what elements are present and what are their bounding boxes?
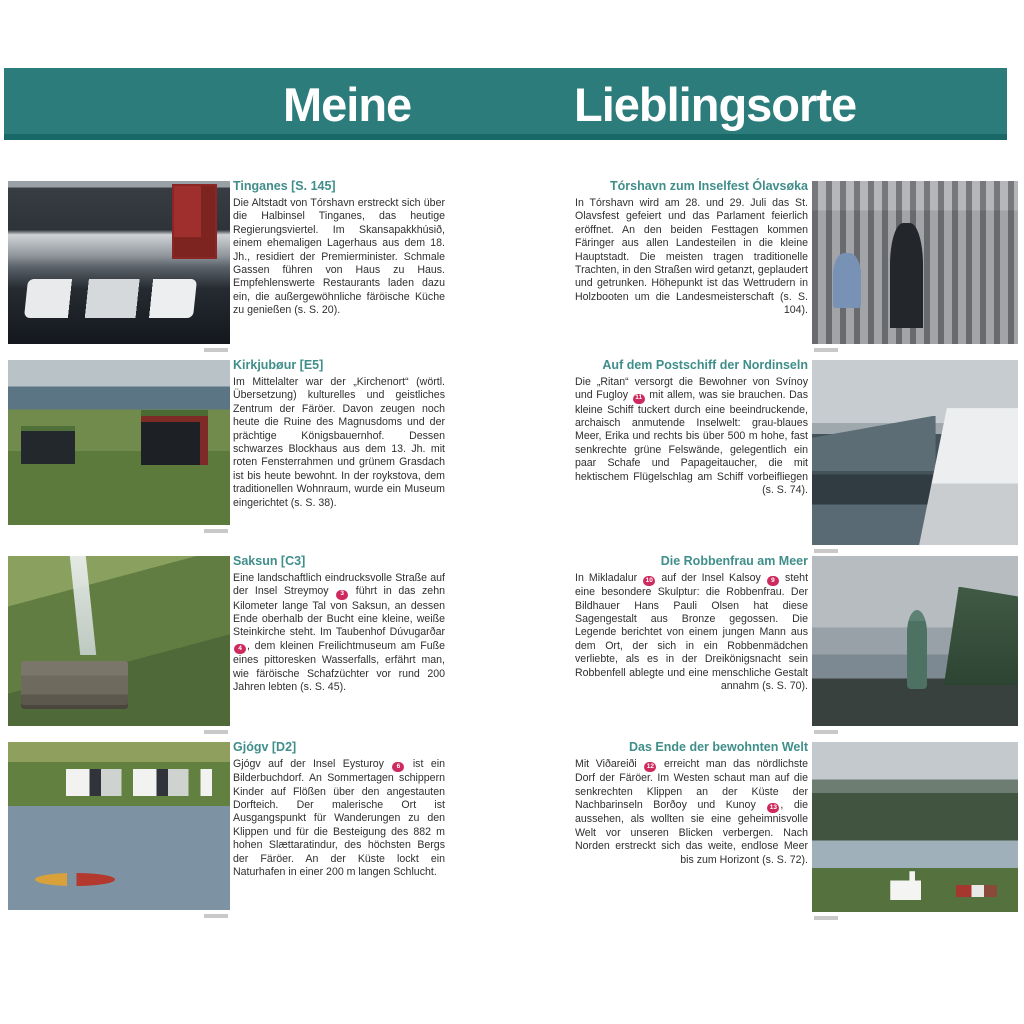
photo-robbenfrau-statue-image <box>812 556 1018 726</box>
section-robbenfrau <box>575 554 808 694</box>
photo-credit-mark <box>204 348 228 352</box>
section-heading: Die Robbenfrau am Meer <box>660 554 808 568</box>
map-marker-badge: 12 <box>644 762 656 772</box>
section-body: Die Altstadt von Tórshavn erstreckt sich über die Halbinsel Tinganes, das heutige Regierungsviertel. Im Skansapakkhúsið, einem ehemaligen Lagerhaus aus dem 18. Jh., residiert der Premierminister. Schmale Gassen führen von Haus zu Haus. Empfehlenswerte Restaurants laden dazu ein, die außergewöhnliche färöische Küche zu genießen (s. S. 20). <box>233 197 445 317</box>
section-ende-der-welt <box>575 740 808 867</box>
photo-postschiff-nordinseln-image <box>812 360 1018 545</box>
section-body: Mit Viðareiði 12 erreicht man das nördlichste Dorf der Färöer. Im Westen schaut man auf die senkrechten Klippen an der Küste der Nachbarinseln Borðoy und Kunoy 13 , die aussehen, als wollten sie eine geheimnisvolle Welt vor unseren Blicken verbergen. Nach Norden erstreckt sich das weite, endlose Meer bis zum Horizont (s. S. 72). <box>575 758 808 866</box>
left-photo-column <box>8 0 230 1024</box>
section-heading: Das Ende der bewohnten Welt <box>629 740 808 754</box>
photo-saksun-waterfall-image <box>8 556 230 726</box>
section-body: Eine landschaftlich eindrucksvolle Straße auf der Insel Streymoy 3 führt in das zehn Kilometer lange Tal von Saksun, an dessen Ende oberhalb der Bucht eine kleine, weiße Steinkirche steht. Im Taubenhof Dúvugarðar 4 , dem kleinen Freilichtmuseum am Fuße eines pittoresken Wasserfalls, erfährt man, wie färöische Schafzüchter vor rund 200 Jahren lebten (s. S. 45). <box>233 572 445 693</box>
photo-kirkjubour-grass-roofs-image <box>8 360 230 525</box>
photo-credit-mark <box>204 730 228 734</box>
photo-olavsoka-festival-crowd <box>812 181 1018 344</box>
photo-olavsoka-festival-crowd-image <box>812 181 1018 344</box>
section-olavsoka <box>575 179 808 318</box>
section-saksun <box>233 554 445 694</box>
photo-vidareidi-village <box>812 742 1018 912</box>
right-photo-column <box>812 0 1018 1024</box>
section-heading: Gjógv [D2] <box>233 740 297 754</box>
map-marker-badge: 6 <box>392 762 404 772</box>
photo-credit-mark <box>814 730 838 734</box>
photo-credit-mark <box>814 348 838 352</box>
section-body: Im Mittelalter war der „Kirchenort“ (wörtl. Übersetzung) kulturelles und geistliches Zentrum der Färöer. Davon zeugen noch heute die Ruine des Magnusdoms und der prächtige Königsbauernhof. Dessen schwarzes Blockhaus aus dem 13. Jh. mit roten Fensterrahmen und grünem Grasdach ist bis heute bewohnt. In der roykstova, dem traditionellen Wohnraum, wurde ein Museum eingerichtet (s. S. 38). <box>233 376 445 509</box>
section-tinganes <box>233 179 445 318</box>
photo-kirkjubour-grass-roofs <box>8 360 230 525</box>
photo-vidareidi-village-image <box>812 742 1018 912</box>
photo-credit-mark <box>204 914 228 918</box>
section-heading: Tórshavn zum Inselfest Ólavsøka <box>610 179 808 193</box>
photo-torshavn-harbor <box>8 181 230 344</box>
right-text-column <box>575 0 808 1024</box>
map-marker-badge: 10 <box>643 576 655 586</box>
section-body: In Mikladalur 10 auf der Insel Kalsoy 9 steht eine besondere Skulptur: die Robbenfrau. Der Bildhauer Hans Pauli Olsen hat diese Sagengestalt aus Bronze gegossen. Die Legende berichtet von einem jungen Mann aus dem Ort, der sich in ein Robbenmädchen verliebte, als es in der Dreikönigsnacht sein Robbenfell ablegte und eine menschliche Gestalt annahm (s. S. 70). <box>575 572 809 693</box>
section-gjogv <box>233 740 445 880</box>
section-heading: Saksun [C3] <box>233 554 306 568</box>
map-marker-badge: 11 <box>633 394 645 404</box>
photo-credit-mark <box>204 529 228 533</box>
photo-credit-mark <box>814 549 838 553</box>
section-body: In Tórshavn wird am 28. und 29. Juli das St. Olavsfest gefeiert und das Parlament feierlich eröffnet. An den beiden Festtagen kommen Färinger aus allen Landesteilen in die kleine Hauptstadt. Die meisten tragen traditionelle Trachten, in den Straßen wird getanzt, geplaudert und getrunken. Höhepunkt ist das Wettrudern in Holzbooten um die Landesmeisterschaft (s. S. 104). <box>575 197 808 317</box>
map-marker-badge: 4 <box>234 644 246 654</box>
section-body: Gjógv auf der Insel Eysturoy 6 ist ein Bilderbuchdorf. An Sommertagen schippern Kinder auf Flößen über den angestauten Dorfteich. Der malerische Ort ist Ausgangspunkt für Wanderungen zu den Klippen und für die Besteigung des 882 m hohen Slættaratindur, des höchsten Bergs der Färöer. An der Küste lockt ein Naturhafen in einer 200 m langen Schlucht. <box>233 758 445 879</box>
section-body: Die „Ritan“ versorgt die Bewohner von Svínoy und Fugloy 11 mit allem, was sie brauchen. Das kleine Schiff tuckert durch eine beeindruckende, archaisch anmutende Inselwelt: grau-blaues Meer, Erika und rechts bis über 500 m hohe, fast senkrechte grüne Felswände, gelegentlich ein paar Schafe und Papageitaucher, die mit hektischem Flügelschlag am Schiff vorbeifliegen (s. S. 74). <box>575 376 808 497</box>
photo-robbenfrau-statue <box>812 556 1018 726</box>
photo-credit-mark <box>814 916 838 920</box>
section-heading: Kirkjubøur [E5] <box>233 358 324 372</box>
page-title-left: Meine <box>283 78 412 131</box>
photo-postschiff-nordinseln <box>812 360 1018 545</box>
section-heading: Auf dem Postschiff der Nordinseln <box>602 358 808 372</box>
photo-torshavn-harbor-image <box>8 181 230 344</box>
page-title-right: Lieblingsorte <box>574 78 857 131</box>
left-text-column <box>233 0 445 1024</box>
photo-gjogv-village <box>8 742 230 910</box>
photo-gjogv-village-image <box>8 742 230 910</box>
map-marker-badge: 9 <box>767 576 779 586</box>
section-heading: Tinganes [S. 145] <box>233 179 336 193</box>
map-marker-badge: 3 <box>336 590 348 600</box>
photo-saksun-waterfall <box>8 556 230 726</box>
map-marker-badge: 13 <box>767 803 779 813</box>
section-kirkjubour <box>233 358 445 510</box>
section-postschiff <box>575 358 808 498</box>
